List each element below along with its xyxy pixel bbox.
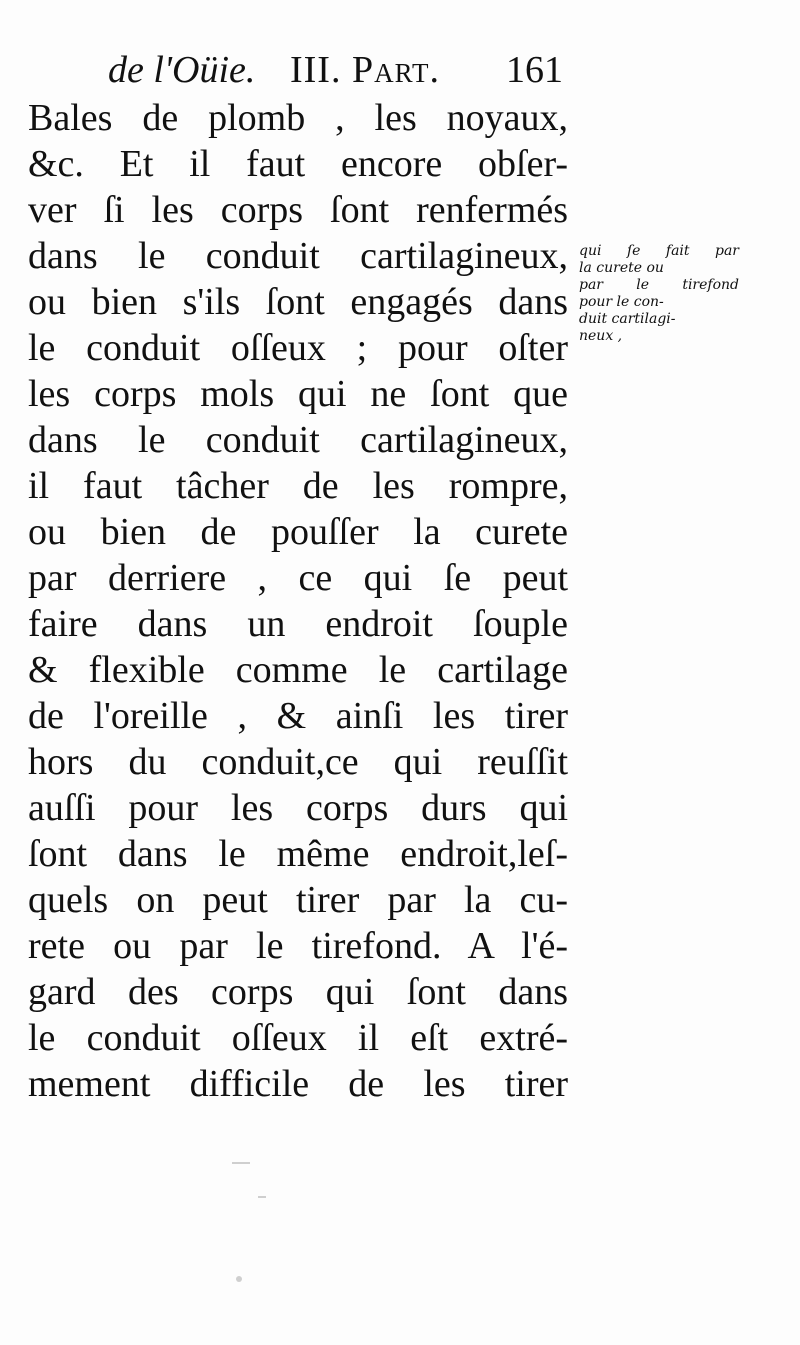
main-text-block [28, 95, 568, 1107]
margin-note-line: duit cartilagi- [579, 311, 676, 327]
text-line: gard des corps qui ſont dans [28, 971, 568, 1013]
marginal-note [579, 243, 739, 345]
text-line: Bales de plomb , les noyaux, [28, 97, 568, 139]
text-line: ou bien s'ils ſont engagés dans [28, 281, 568, 323]
text-line: le conduit oſſeux il eſt extré- [28, 1017, 568, 1059]
margin-note-line: qui ſe fait par [579, 243, 739, 259]
text-line: rete ou par le tirefond. A l'é- [28, 925, 568, 967]
margin-note-line: pour le con- [579, 294, 664, 310]
text-line: dans le conduit cartilagineux, [28, 235, 568, 277]
part-label: III. Part. [290, 49, 440, 91]
text-line: & flexible comme le cartilage [28, 649, 568, 691]
text-line: il faut tâcher de les rompre, [28, 465, 568, 507]
page-number: 161 [506, 49, 563, 91]
text-line: ſont dans le même endroit,leſ- [28, 833, 568, 875]
margin-note-line: neux , [579, 328, 623, 344]
margin-note-line: la curete ou [579, 260, 664, 276]
text-line: hors du conduit,ce qui reuſſit [28, 741, 568, 783]
text-line: ver ſi les corps ſont renfermés [28, 189, 568, 231]
text-line: le conduit oſſeux ; pour oſter [28, 327, 568, 369]
running-title: de l'Oüie. [108, 49, 256, 91]
paper-speck [236, 1276, 242, 1282]
text-line: de l'oreille , & ainſi les tirer [28, 695, 568, 737]
text-line: mement difficile de les tirer [28, 1063, 568, 1105]
text-line: quels on peut tirer par la cu- [28, 879, 568, 921]
text-line: par derriere , ce qui ſe peut [28, 557, 568, 599]
paper-speck [232, 1162, 250, 1164]
text-line: faire dans un endroit ſouple [28, 603, 568, 645]
paper-speck [258, 1196, 266, 1198]
text-line: ou bien de pouſſer la curete [28, 511, 568, 553]
text-line: dans le conduit cartilagineux, [28, 419, 568, 461]
text-line: les corps mols qui ne ſont que [28, 373, 568, 415]
running-header [108, 48, 563, 98]
text-line: auſſi pour les corps durs qui [28, 787, 568, 829]
margin-note-line: par le tirefond [579, 277, 739, 293]
text-line: &c. Et il faut encore obſer- [28, 143, 568, 185]
